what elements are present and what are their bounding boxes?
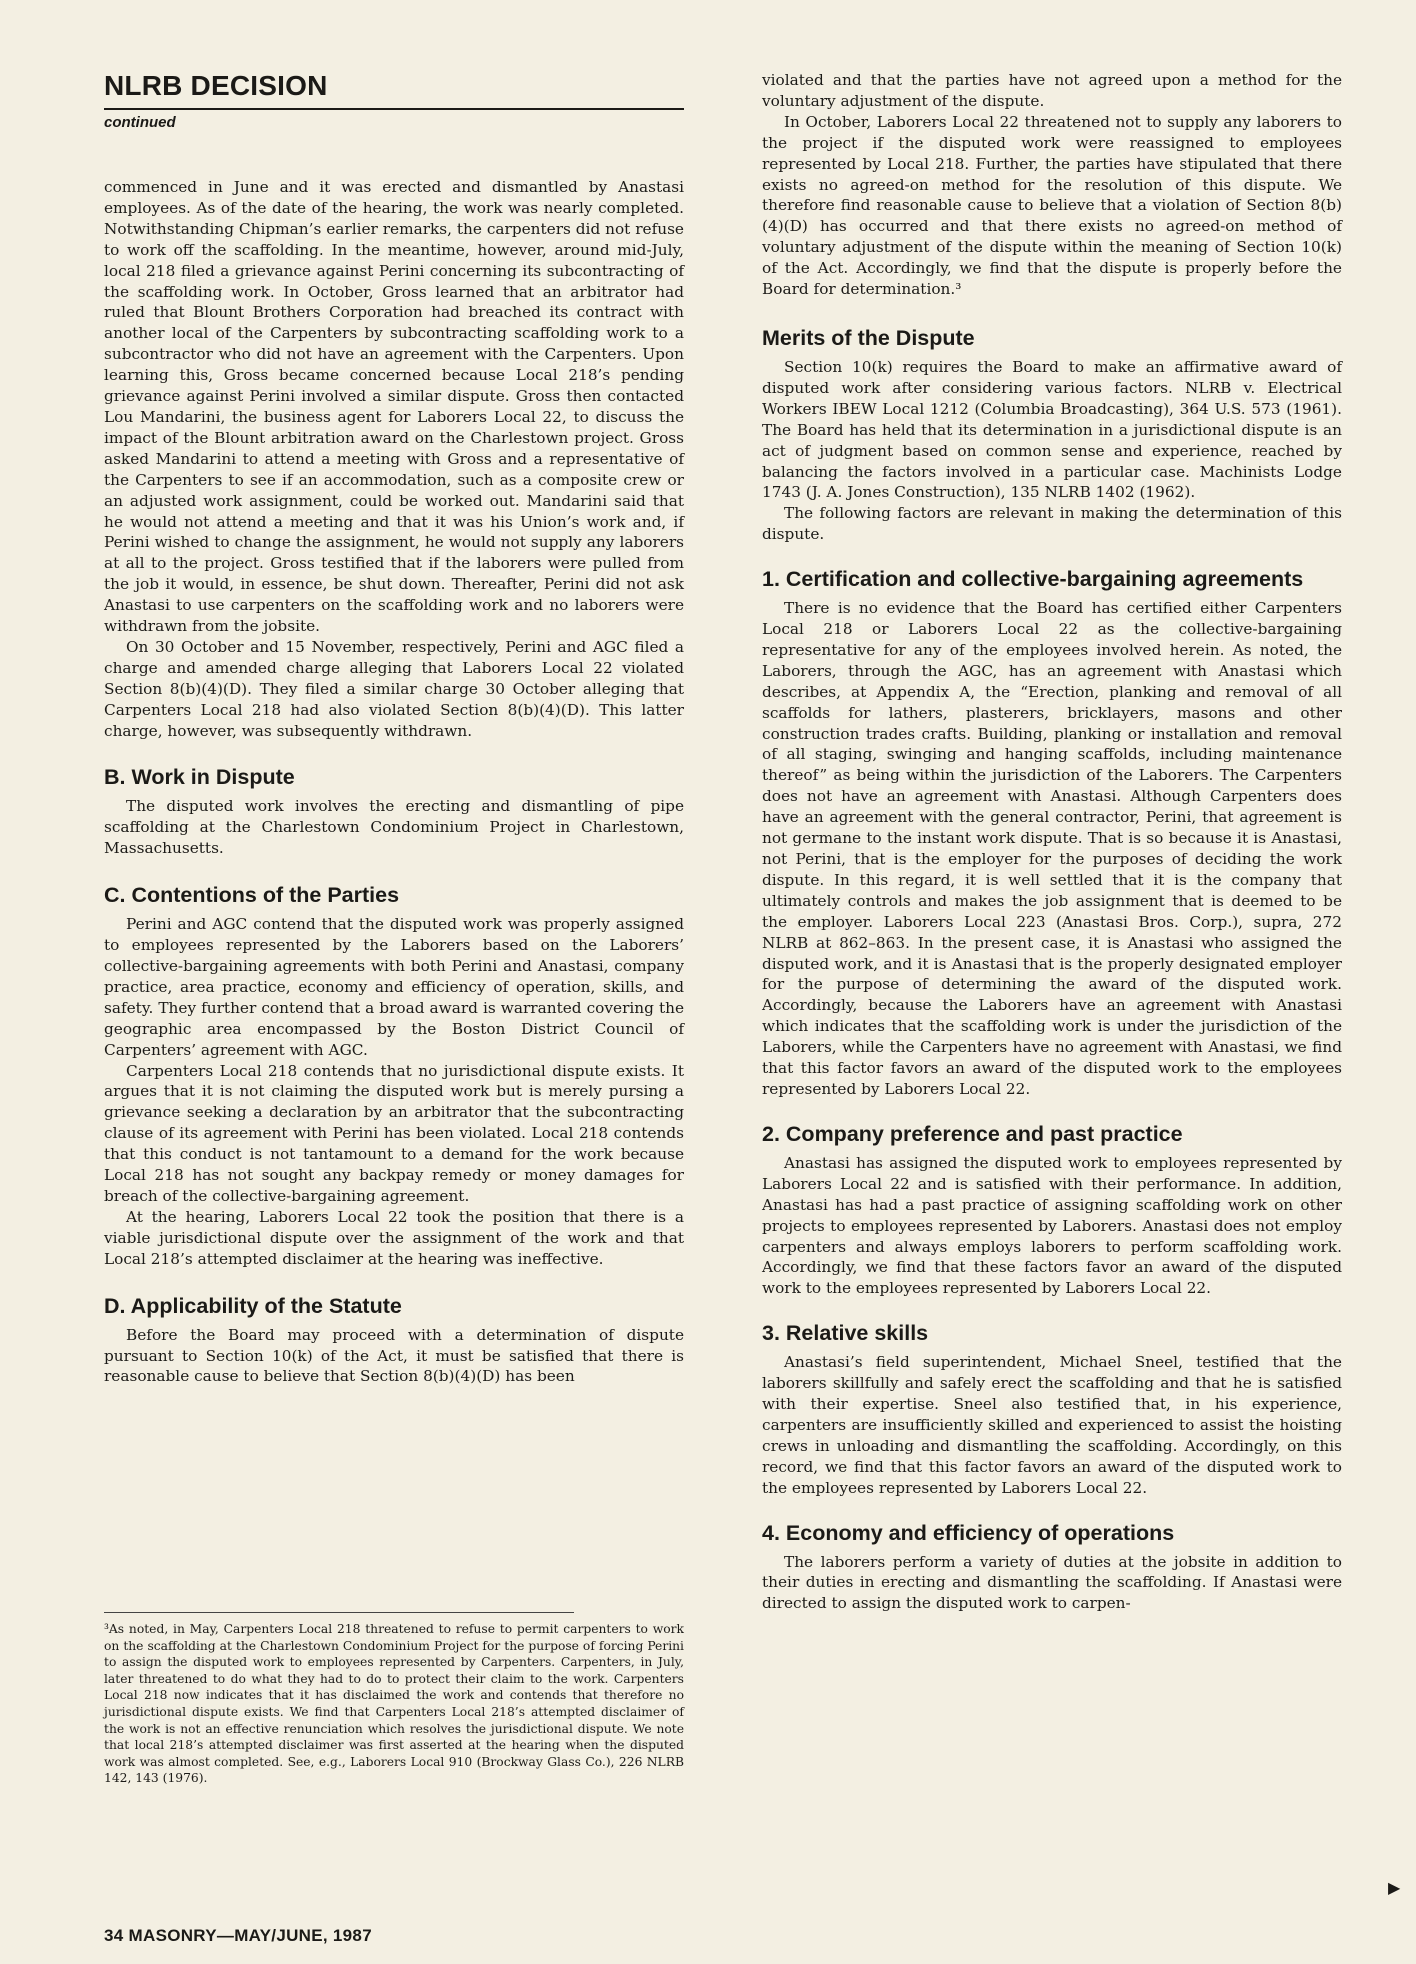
footnote-area <box>104 1612 684 1787</box>
paragraph: The disputed work involves the erecting and dismantling of pipe scaffolding at the Charlestown Condominium Project in Charlestown, Massachusetts. <box>104 797 684 858</box>
footnote-rule <box>104 1612 574 1613</box>
article-title: NLRB DECISION <box>104 70 328 101</box>
page-folio: 34 MASONRY—MAY/JUNE, 1987 <box>104 1926 372 1945</box>
title-rule <box>104 108 684 110</box>
paragraph: At the hearing, Laborers Local 22 took the position that there is a viable jurisdictional dispute over the assignment of the work and that Local 218’s attempted disclaimer at the hearing was ineffective. <box>104 1207 684 1268</box>
continued-label: continued <box>104 114 176 131</box>
section-heading-applicability: D. Applicability of the Statute <box>104 1293 402 1318</box>
paragraph: Carpenters Local 218 contends that no jurisdictional dispute exists. It argues that it is not claiming the disputed work but is merely pursing a grievance seeking a declaration by an arbitrator that the subcontracting clause of its agreement with Perini has been violated. Local 218 contends that this conduct is not tantamount to a demand for the work because Local 218 has not sought any backpay remedy or money damages for breach of the collective-bargaining agreement. <box>104 1061 684 1205</box>
section-heading-company-preference: 2. Company preference and past practice <box>762 1121 1183 1146</box>
paragraph: In October, Laborers Local 22 threatened not to supply any laborers to the project if the disputed work were reassigned to employees represented by Local 218. Further, the parties have stipulated that there exists no agreed-on method for the resolution of this dispute. We therefore find reasonable cause to believe that a violation of Section 8(b)(4)(D) has occurred and that there exists no agreed-on method of voluntary adjustment of the dispute within the meaning of Section 10(k) of the Act. Accordingly, we find that the dispute is properly before the Board for determination.³ <box>762 112 1342 299</box>
paragraph: The laborers perform a variety of duties at the jobsite in addition to their duties in erecting and dismantling the scaffolding. If Anastasi were directed to assign the disputed work to carpen- <box>762 1552 1342 1613</box>
paragraph: violated and that the parties have not agreed upon a method for the voluntary adjustment of the dispute. <box>762 71 1342 110</box>
paragraph: Before the Board may proceed with a determination of dispute pursuant to Section 10(k) of the Act, it must be satisfied that there is reasonable cause to believe that Section 8(b)(4)(D) has been <box>104 1325 684 1386</box>
paragraph: Anastasi has assigned the disputed work to employees represented by Laborers Local 22 and is satisfied with their performance. In addition, Anastasi has had a past practice of assigning scaffolding work on other projects to employees represented by Laborers. Anastasi does not employ carpenters and always employs laborers to perform scaffolding work. Accordingly, we find that these factors favor an award of the disputed work to the employees represented by Laborers Local 22. <box>762 1153 1342 1298</box>
paragraph: On 30 October and 15 November, respectively, Perini and AGC filed a charge and amended charge alleging that Laborers Local 22 violated Section 8(b)(4)(D). They filed a similar charge 30 October alleging that Carpenters Local 218 had also violated Section 8(b)(4)(D). This latter charge, however, was subsequently withdrawn. <box>104 637 684 740</box>
paragraph: Perini and AGC contend that the disputed work was properly assigned to employees represented by the Laborers based on the Laborers’ collective-bargaining agreements with both Perini and Anastasi, company practice, area practice, economy and efficiency of operation, skills, and safety. They further contend that a broad award is warranted covering the geographic area encompassed by the Boston District Council of Carpenters’ agreement with AGC. <box>104 915 684 1059</box>
section-heading-merits: Merits of the Dispute <box>762 325 975 350</box>
paragraph: There is no evidence that the Board has certified either Carpenters Local 218 or Laborers Local 22 as the collective-bargaining representative for any of the employees involved herein. As noted, the Laborers, through the AGC, has an agreement with Anastasi which describes, at Appendix A, the “Erection, planking and removal of all scaffolds for lathers, plasterers, bricklayers, masons and other construction trades crafts. Building, planking or installation and removal of all staging, swinging and hanging scaffolds, including maintenance thereof” as being within the jurisdiction of the Laborers. The Carpenters does not have an agreement with Anastasi. Although Carpenters does have an agreement with the general contractor, Perini, that agreement is not germane to the instant work dispute. That is so because it is Anastasi, not Perini, that is the employer for the purposes of deciding the work dispute. In this regard, it is well settled that it is the company that ultimately controls and makes the job assignment that is deemed to be the employer. Laborers Local 223 (Anastasi Bros. Corp.), supra, 272 NLRB at 862–863. In the present case, it is Anastasi who assigned the disputed work, and it is Anastasi that is the properly designated employer for the purpose of determining the award of the disputed work. Accordingly, because the Laborers have an agreement with Anastasi which indicates that the scaffolding work is under the jurisdiction of the Laborers, while the Carpenters have no agreement with Anastasi, we find that this factor favors an award of the disputed work to the employees represented by Laborers Local 22. <box>762 599 1342 1098</box>
paragraph: Anastasi’s field superintendent, Michael Sneel, testified that the laborers skillfully and safely erect the scaffolding and that he is satisfied with their expertise. Sneel also testified that, in his experience, carpenters are insufficiently skilled and experienced to assist the hoisting crews in unloading and dismantling the scaffolding. Accordingly, on this record, we find that this factor favors an award of the disputed work to the employees represented by Laborers Local 22. <box>762 1353 1342 1497</box>
left-column <box>104 70 684 1387</box>
section-heading-contentions: C. Contentions of the Parties <box>104 883 400 908</box>
paragraph: Section 10(k) requires the Board to make an affirmative award of disputed work after considering various factors. NLRB v. Electrical Workers IBEW Local 1212 (Columbia Broadcasting), 364 U.S. 573 (1961). The Board has held that its determination in a jurisdictional dispute is an act of judgment based on common sense and experience, reached by balancing the factors involved in a particular case. Machinists Lodge 1743 (J. A. Jones Construction), 135 NLRB 1402 (1962). <box>762 357 1342 502</box>
section-heading-economy: 4. Economy and efficiency of operations <box>762 1520 1175 1545</box>
section-heading-certification: 1. Certification and collective-bargaining agreements <box>762 567 1304 592</box>
footnote-3: ³As noted, in May, Carpenters Local 218 threatened to refuse to permit carpenters to work on the scaffolding at the Charlestown Condominium Project for the purpose of forcing Perini to assign the disputed work to employees represented by Carpenters. Carpenters, in July, later threatened to do what they had to do to protect their claim to the work. Carpenters Local 218 now indicates that it has disclaimed the work and contends that therefore no jurisdictional dispute exists. We find that Carpenters Local 218’s attempted disclaimer of the work is not an effective renunciation which resolves the jurisdictional dispute. We note that local 218’s attempted disclaimer was first asserted at the hearing when the disputed work was almost completed. See, e.g., Laborers Local 910 (Brockway Glass Co.), 226 NLRB 142, 143 (1976). <box>104 1622 684 1786</box>
continue-arrow-icon: ▶ <box>1388 1878 1401 1897</box>
paragraph: commenced in June and it was erected and dismantled by Anastasi employees. As of the date of the hearing, the work was nearly completed. Notwithstanding Chipman’s earlier remarks, the carpenters did not refuse to work off the scaffolding. In the meantime, however, around mid-July, local 218 filed a grievance against Perini concerning its subcontracting of the scaffolding work. In October, Gross learned that an arbitrator had ruled that Blount Brothers Corporation had breached its contract with another local of the Carpenters by subcontracting scaffolding work to a subcontractor who did not have an agreement with the Carpenters. Upon learning this, Gross became concerned because Local 218’s pending grievance against Perini involved a similar dispute. Gross then contacted Lou Mandarini, the business agent for Laborers Local 22, to discuss the impact of the Blount arbitration award on the Charlestown project. Gross asked Mandarini to attend a meeting with Gross and a representative of the Carpenters to see if an accommodation, such as a composite crew or an adjusted work assignment, could be worked out. Mandarini said that he would not attend a meeting and that it was his Union’s work and, if Perini wished to change the assignment, he would not supply any laborers at all to the project. Gross testified that if the laborers were pulled from the job it would, in essence, be shut down. Thereafter, Perini did not ask Anastasi to use carpenters on the scaffolding work and no laborers were withdrawn from the jobsite. <box>104 178 684 636</box>
section-heading-work-in-dispute: B. Work in Dispute <box>104 765 295 790</box>
paragraph: The following factors are relevant in making the determination of this dispute. <box>762 504 1342 544</box>
right-column <box>762 70 1342 1614</box>
section-heading-relative-skills: 3. Relative skills <box>762 1321 929 1346</box>
